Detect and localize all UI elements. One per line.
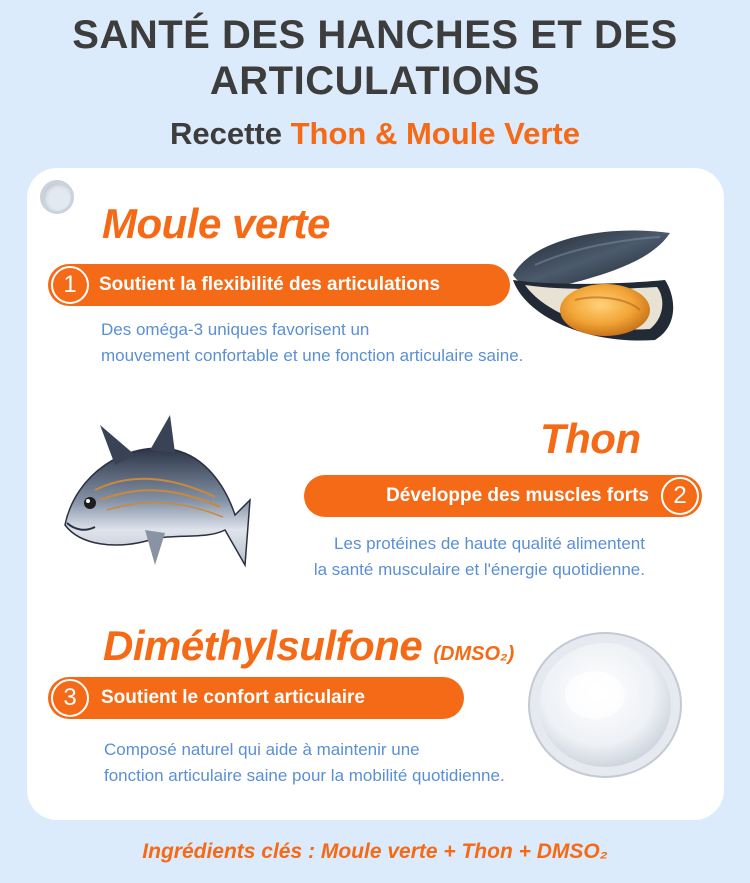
ingredient-3-name bbox=[103, 622, 514, 670]
number-badge-2: 2 bbox=[661, 477, 699, 515]
subtitle-accent: Thon & Moule Verte bbox=[290, 116, 580, 151]
subtitle-prefix: Recette bbox=[170, 116, 282, 151]
title-line-1: SANTÉ DES HANCHES ET DES bbox=[72, 13, 678, 57]
desc-line: Des oméga-3 uniques favorisent un bbox=[101, 320, 370, 339]
tag-hole bbox=[40, 180, 74, 214]
ingredient-1-name: Moule verte bbox=[102, 200, 330, 247]
ingredient-2-benefit: Développe des muscles forts bbox=[386, 485, 649, 506]
ingredient-3-benefit: Soutient le confort articulaire bbox=[101, 687, 365, 708]
ingredient-3-name-suffix: (DMSO₂) bbox=[433, 643, 515, 665]
tuna-fish-icon bbox=[55, 405, 255, 575]
page-title bbox=[0, 12, 750, 104]
desc-line: la santé musculaire et l'énergie quotidienne. bbox=[313, 560, 645, 579]
ingredient-3-benefit-pill bbox=[48, 677, 464, 719]
page-subtitle bbox=[0, 116, 750, 152]
ingredient-2-benefit-pill bbox=[304, 475, 702, 517]
ingredient-3-name-text: Diméthylsulfone bbox=[103, 622, 423, 669]
key-ingredients-footer: Ingrédients clés : Moule verte + Thon + DMSO₂ bbox=[142, 840, 608, 863]
number-badge-1: 1 bbox=[51, 266, 89, 304]
ingredient-2-description bbox=[255, 531, 645, 583]
desc-line: mouvement confortable et une fonction articulaire saine. bbox=[101, 346, 524, 365]
ingredient-1-description bbox=[101, 317, 523, 369]
ingredient-1-benefit: Soutient la flexibilité des articulations bbox=[99, 274, 441, 295]
ingredient-3-description bbox=[104, 737, 505, 789]
desc-line: Les protéines de haute qualité alimentent bbox=[334, 534, 645, 553]
number-badge-3: 3 bbox=[51, 679, 89, 717]
desc-line: Composé naturel qui aide à maintenir une bbox=[104, 740, 420, 759]
desc-line: fonction articulaire saine pour la mobilité quotidienne. bbox=[104, 766, 505, 785]
green-mussel-icon bbox=[505, 225, 675, 350]
title-line-2: ARTICULATIONS bbox=[209, 59, 541, 103]
ingredient-2-name: Thon bbox=[540, 415, 641, 462]
white-powder-dish-icon bbox=[525, 625, 685, 780]
ingredient-1-benefit-pill bbox=[48, 264, 510, 306]
